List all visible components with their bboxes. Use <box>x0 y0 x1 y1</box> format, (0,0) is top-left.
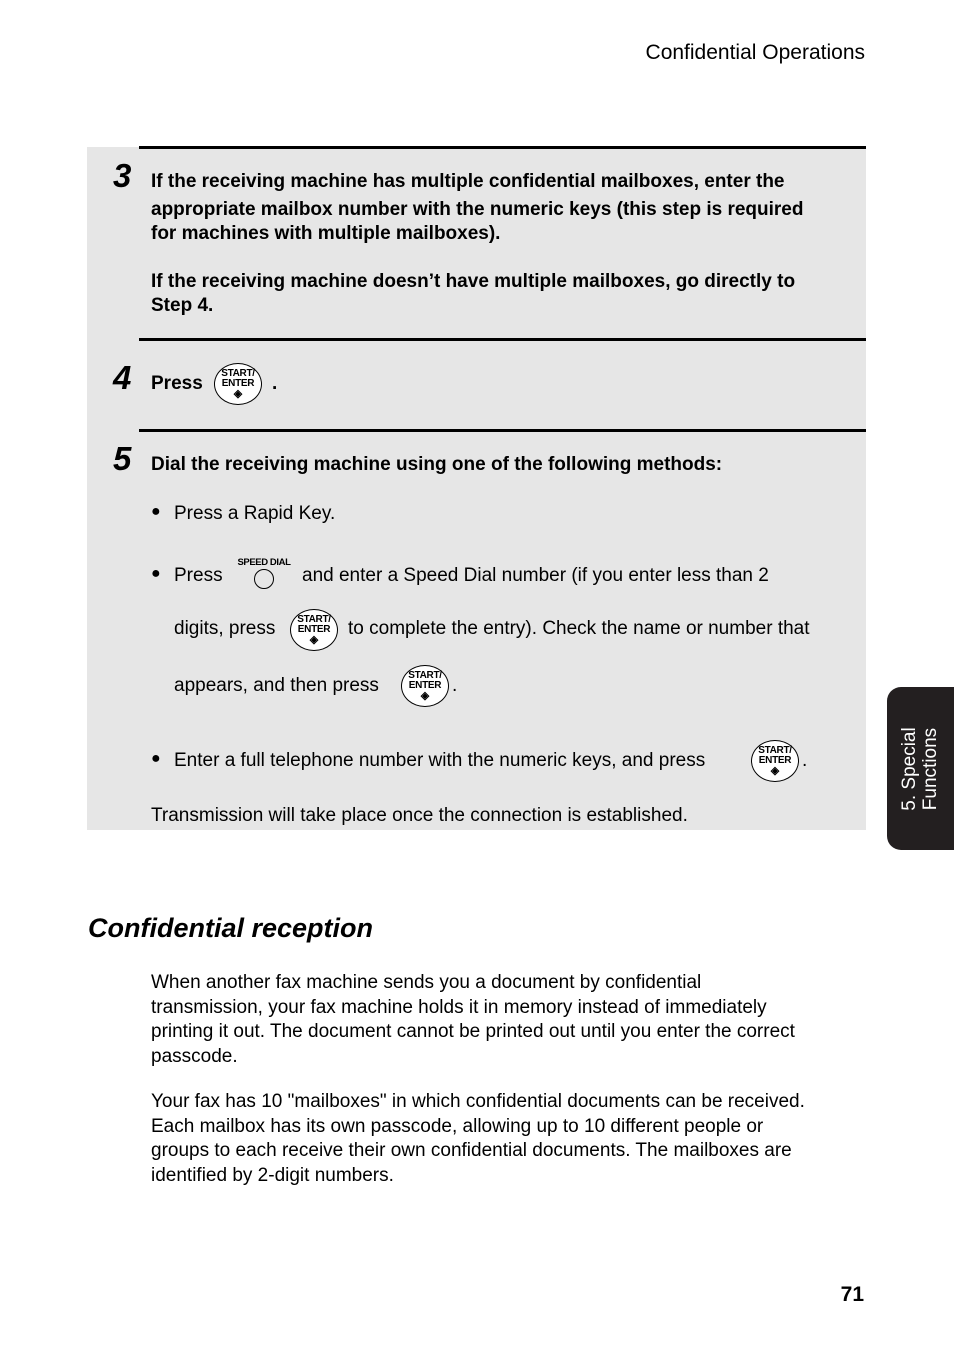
bullet-dot-icon: ● <box>151 503 161 520</box>
step-3-text-line-1: If the receiving machine has multiple confidential mailboxes, enter the <box>151 171 785 192</box>
step-5-note: Transmission will take place once the connection is established. <box>151 805 688 826</box>
bullet-2-press: Press <box>174 565 223 586</box>
speed-dial-label: SPEED DIAL <box>237 557 291 568</box>
bullet-2-text-2a: digits, press <box>174 618 276 639</box>
steps-panel <box>87 147 866 830</box>
section-title: Confidential reception <box>88 913 374 943</box>
bullet-1-text: Press a Rapid Key. <box>174 503 336 524</box>
step-3-text-line-4: If the receiving machine doesn’t have multiple mailboxes, go directly to <box>151 271 796 292</box>
step-4-rule <box>139 338 866 341</box>
step-3-text-line-5: Step 4. <box>151 295 214 316</box>
bullet-2-text-2b: to complete the entry). Check the name or number that <box>348 618 810 639</box>
bullet-2-text-1: and enter a Speed Dial number (if you enter less than 2 <box>302 565 769 586</box>
chapter-tab <box>887 687 954 850</box>
bullet-2-text-3b: . <box>452 675 458 696</box>
step-3-rule <box>139 146 866 149</box>
start-enter-key-icon <box>214 363 262 405</box>
bullet-dot-icon: ● <box>151 565 161 582</box>
step-4-press-label: Press <box>151 373 203 394</box>
page-number: 71 <box>840 1283 864 1306</box>
bullet-dot-icon: ● <box>151 750 161 767</box>
section-paragraph-1: When another fax machine sends you a document by confidential transmission, your fax machine holds it in memory instead of immediately printing it out. The document cannot be printed out until you enter the correct passcode. <box>151 972 795 1067</box>
step-4-period: . <box>272 373 278 394</box>
step-4-number: 4 <box>113 359 132 396</box>
speed-dial-circle-icon <box>254 569 274 589</box>
speed-dial-key-icon <box>234 557 294 594</box>
section-paragraph-2: Your fax has 10 "mailboxes" in which confidential documents can be received. Each mailbox has its own passcode, allowing up to 10 different people or groups to each receive their own confidential documents. The mailboxes are identified by 2-digit numbers. <box>151 1091 805 1186</box>
key-label-bottom: ENTER <box>221 378 255 389</box>
step-5-heading: Dial the receiving machine using one of the following methods: <box>151 454 723 475</box>
start-enter-key-icon: START/ ENTER ◈ <box>401 665 449 707</box>
step-5-rule <box>139 429 866 432</box>
step-5-number: 5 <box>113 440 132 477</box>
running-header: Confidential Operations <box>645 41 865 64</box>
step-3-text-line-2: appropriate mailbox number with the numeric keys (this step is required <box>151 199 804 220</box>
step-3-number: 3 <box>113 157 132 194</box>
chapter-tab-label: 5. Special Functions <box>899 727 941 811</box>
start-enter-key-icon: START/ ENTER ◈ <box>290 609 338 651</box>
start-enter-key-icon: START/ ENTER ◈ <box>751 740 799 782</box>
key-label-top: START/ <box>221 368 255 379</box>
bullet-3-text: Enter a full telephone number with the numeric keys, and press <box>174 750 706 771</box>
bullet-3-period: . <box>802 750 808 771</box>
bullet-2-text-3a: appears, and then press <box>174 675 379 696</box>
step-3-text-line-3: for machines with multiple mailboxes). <box>151 223 501 244</box>
key-symbol: ◈ <box>233 388 243 400</box>
